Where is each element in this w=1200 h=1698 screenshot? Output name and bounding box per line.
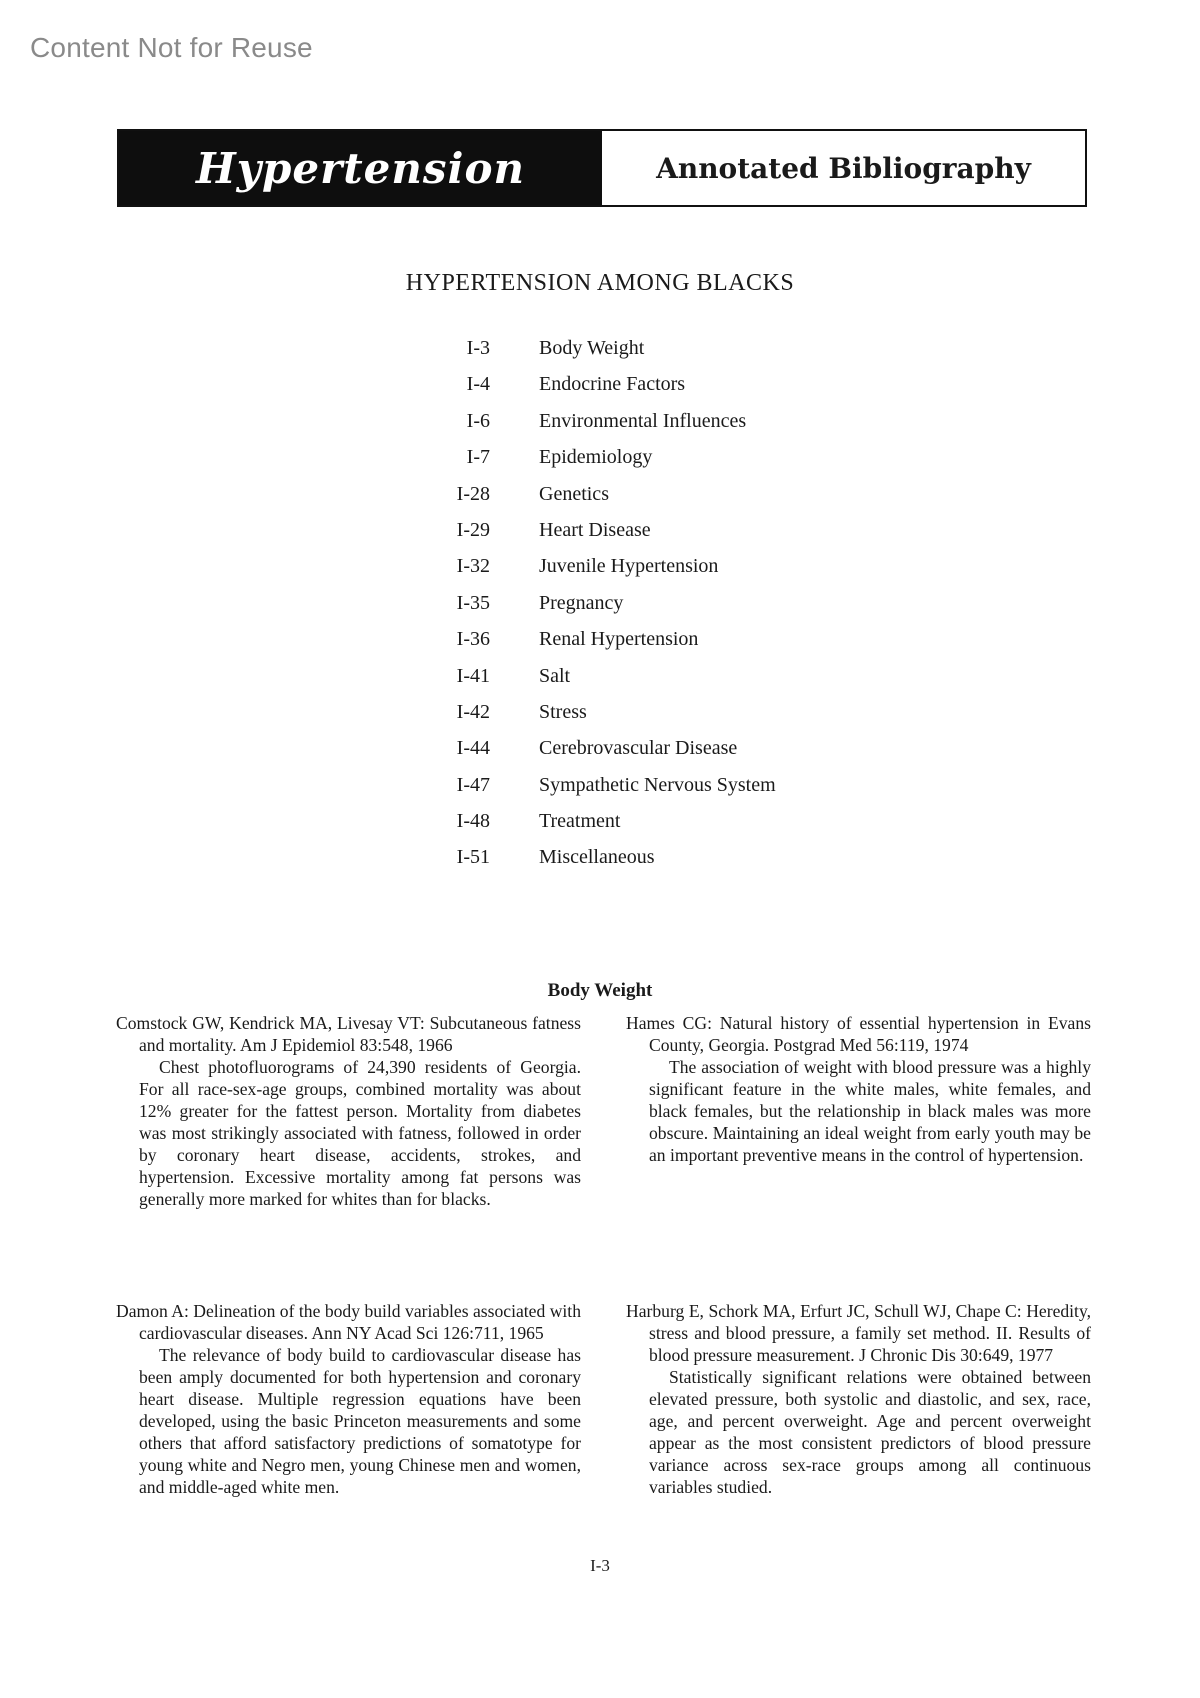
- entry-citation: Damon A: Delineation of the body build variables associated with cardiovascular diseases. Ann NY Acad Sci 126:711, 1965: [116, 1301, 581, 1343]
- section-heading: Body Weight: [547, 980, 653, 1001]
- toc-row: [430, 701, 850, 737]
- toc-row: [430, 665, 850, 701]
- bibliography-entry: [626, 1012, 1091, 1166]
- toc-topic: Body Weight: [539, 337, 645, 359]
- page-title: HYPERTENSION AMONG BLACKS: [405, 270, 795, 296]
- toc-topic: Endocrine Factors: [539, 373, 686, 396]
- toc-topic: Environmental Influences: [539, 409, 747, 432]
- toc-topic: Genetics: [539, 482, 609, 505]
- entry-abstract: The relevance of body build to cardiovascular disease has been amply documented for both hypertension and coronary heart disease. Multiple regression equations have been developed, using the basic Princeton measurements and some others that afford satisfactory predictions of somatotype for young white and Negro men, young Chinese men and women, and middle-aged white men.: [139, 1345, 581, 1497]
- entry-citation: Comstock GW, Kendrick MA, Livesay VT: Subcutaneous fatness and mortality. Am J Epidemiol 83:548, 1966: [116, 1013, 581, 1055]
- toc-row: [430, 737, 850, 773]
- entry-citation: Harburg E, Schork MA, Erfurt JC, Schull WJ, Chape C: Heredity, stress and blood pressure, a family set method. II. Results of blood pressure measurement. J Chronic Dis 30:649, 1977: [626, 1301, 1091, 1365]
- toc-row: [430, 810, 850, 846]
- toc-page: I-51: [456, 846, 490, 869]
- toc-row: [430, 373, 850, 409]
- page-number: I-3: [590, 1556, 610, 1575]
- toc-topic: Juvenile Hypertension: [539, 555, 719, 578]
- banner-title-hypertension: Hypertension: [119, 131, 602, 205]
- toc-topic: Miscellaneous: [539, 846, 655, 869]
- toc-page: I-32: [456, 555, 490, 578]
- toc-page: I-29: [456, 518, 490, 541]
- bibliography-entry: [626, 1300, 1091, 1498]
- toc-page: I-6: [466, 409, 490, 432]
- toc-row: [430, 555, 850, 591]
- entry-citation: Hames CG: Natural history of essential hypertension in Evans County, Georgia. Postgrad Med 56:119, 1974: [626, 1013, 1091, 1055]
- toc-row: [430, 446, 850, 482]
- entry-abstract: Statistically significant relations were obtained between elevated pressure, both systolic and diastolic, and sex, race, age, and percent overweight. Age and percent overweight appear as the most consistent predictors of blood pressure variance across sex-race groups among all continuous variables studied.: [649, 1367, 1091, 1497]
- toc-page: I-48: [456, 810, 490, 833]
- table-of-contents: [430, 337, 850, 883]
- toc-row: [430, 483, 850, 519]
- toc-page: I-47: [456, 773, 490, 796]
- toc-topic: Heart Disease: [539, 518, 651, 541]
- toc-page: I-41: [456, 664, 490, 687]
- watermark-text: Content Not for Reuse: [30, 32, 313, 63]
- toc-row: [430, 774, 850, 810]
- bibliography-entry: [116, 1300, 581, 1498]
- entry-abstract: Chest photofluorograms of 24,390 residents of Georgia. For all race-sex-age groups, combined mortality was about 12% greater for the fattest person. Mortality from diabetes was most strikingly associated with fatness, followed in order by coronary heart disease, accidents, strokes, and hypertension. Excessive mortality among fat persons was generally more marked for whites than for blacks.: [139, 1057, 581, 1209]
- toc-topic: Sympathetic Nervous System: [539, 773, 776, 796]
- toc-topic: Renal Hypertension: [539, 628, 699, 651]
- toc-topic: Cerebrovascular Disease: [539, 737, 738, 760]
- toc-row: [430, 592, 850, 628]
- toc-page: I-35: [456, 591, 490, 614]
- bibliography-entry: [116, 1012, 581, 1210]
- toc-topic: Pregnancy: [539, 591, 624, 614]
- toc-row: [430, 846, 850, 882]
- toc-row: [430, 410, 850, 446]
- toc-topic: Stress: [539, 700, 587, 723]
- toc-page: I-3: [466, 337, 490, 359]
- header-banner: [117, 129, 1087, 207]
- toc-row: [430, 337, 850, 373]
- toc-topic: Epidemiology: [539, 446, 653, 469]
- toc-row: [430, 628, 850, 664]
- toc-page: I-28: [456, 482, 490, 505]
- toc-row: [430, 519, 850, 555]
- toc-page: I-42: [456, 700, 490, 723]
- entry-abstract: The association of weight with blood pressure was a highly significant feature in the white males, white females, and black females, but the relationship in black males was more obscure. Maintaining an ideal weight from early youth may be an important preventive means in the control of hypertension.: [649, 1057, 1091, 1165]
- banner-title-bibliography: Annotated Bibliography: [656, 151, 1031, 185]
- toc-page: I-44: [456, 737, 490, 760]
- toc-page: I-7: [466, 446, 490, 469]
- toc-page: I-36: [456, 628, 490, 651]
- toc-topic: Salt: [539, 664, 571, 687]
- toc-topic: Treatment: [539, 810, 621, 833]
- toc-page: I-4: [466, 373, 490, 396]
